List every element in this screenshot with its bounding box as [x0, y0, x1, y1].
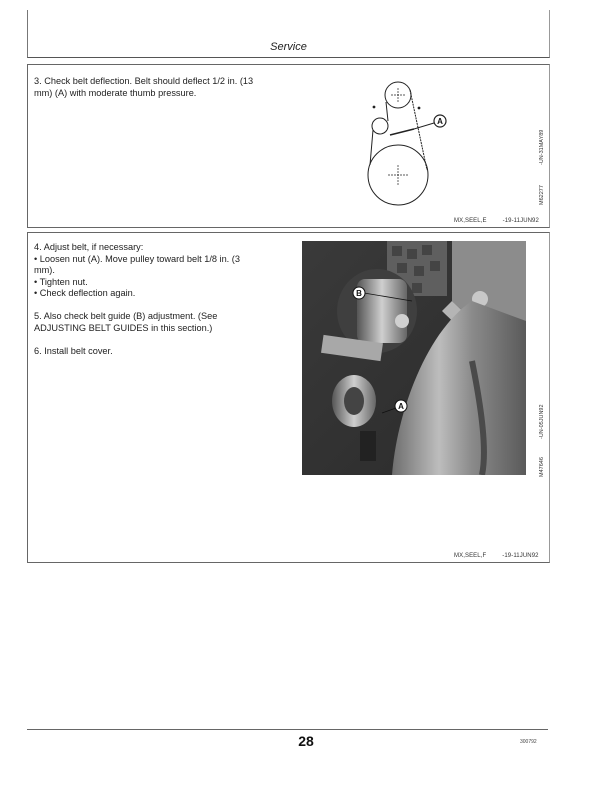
text-line: mm).	[34, 265, 55, 275]
caption-date: -19-11JUN92	[502, 218, 539, 224]
figure-code: -UN-05JUN92	[539, 404, 545, 439]
caption-ref: MX,SEEL,F	[454, 553, 487, 559]
text-line: • Tighten nut.	[34, 276, 88, 287]
text-line: • Loosen nut (A). Move pulley toward belt 1/8 in. (3	[34, 253, 240, 264]
page-number: 28	[298, 733, 314, 749]
section-title: Service	[270, 41, 307, 53]
text-line: ADJUSTING BELT GUIDES in this section.)	[34, 322, 213, 333]
step-3-text	[34, 76, 299, 111]
figure-id: M47646	[539, 457, 545, 477]
text-line: • Check deflection again.	[34, 288, 136, 298]
text-line: 5. Also check belt guide (B) adjustment. (See	[34, 311, 218, 321]
figure-caption	[454, 218, 539, 224]
doc-code: 300792	[520, 739, 537, 745]
callout-a: A	[437, 117, 443, 126]
text-line: mm) (A) with moderate thumb pressure.	[34, 87, 197, 98]
pulley-photo	[302, 241, 526, 475]
steps-4-6-text	[34, 242, 299, 369]
page-header	[27, 10, 550, 58]
callout-b: B	[356, 289, 362, 298]
text-line: 3. Check belt deflection. Belt should deflect 1/2 in. (13	[34, 76, 254, 86]
figure-code: -UN-31MAY89	[539, 129, 545, 165]
step-5-text	[34, 311, 299, 334]
caption-date: -19-11JUN92	[502, 553, 539, 559]
step-4-text	[34, 242, 299, 300]
step-6-text	[34, 346, 299, 358]
text-line: 6. Install belt cover.	[34, 345, 113, 356]
caption-ref: MX,SEEL,E	[454, 218, 487, 224]
steps-4-6-section	[27, 232, 550, 563]
belt-deflection-diagram	[358, 75, 468, 215]
step-3-section	[27, 64, 550, 228]
figure-caption	[454, 553, 539, 559]
callout-a: A	[398, 402, 404, 411]
figure-id: M62277	[539, 185, 545, 205]
footer-rule	[27, 729, 548, 730]
text-line: 4. Adjust belt, if necessary:	[34, 242, 144, 252]
